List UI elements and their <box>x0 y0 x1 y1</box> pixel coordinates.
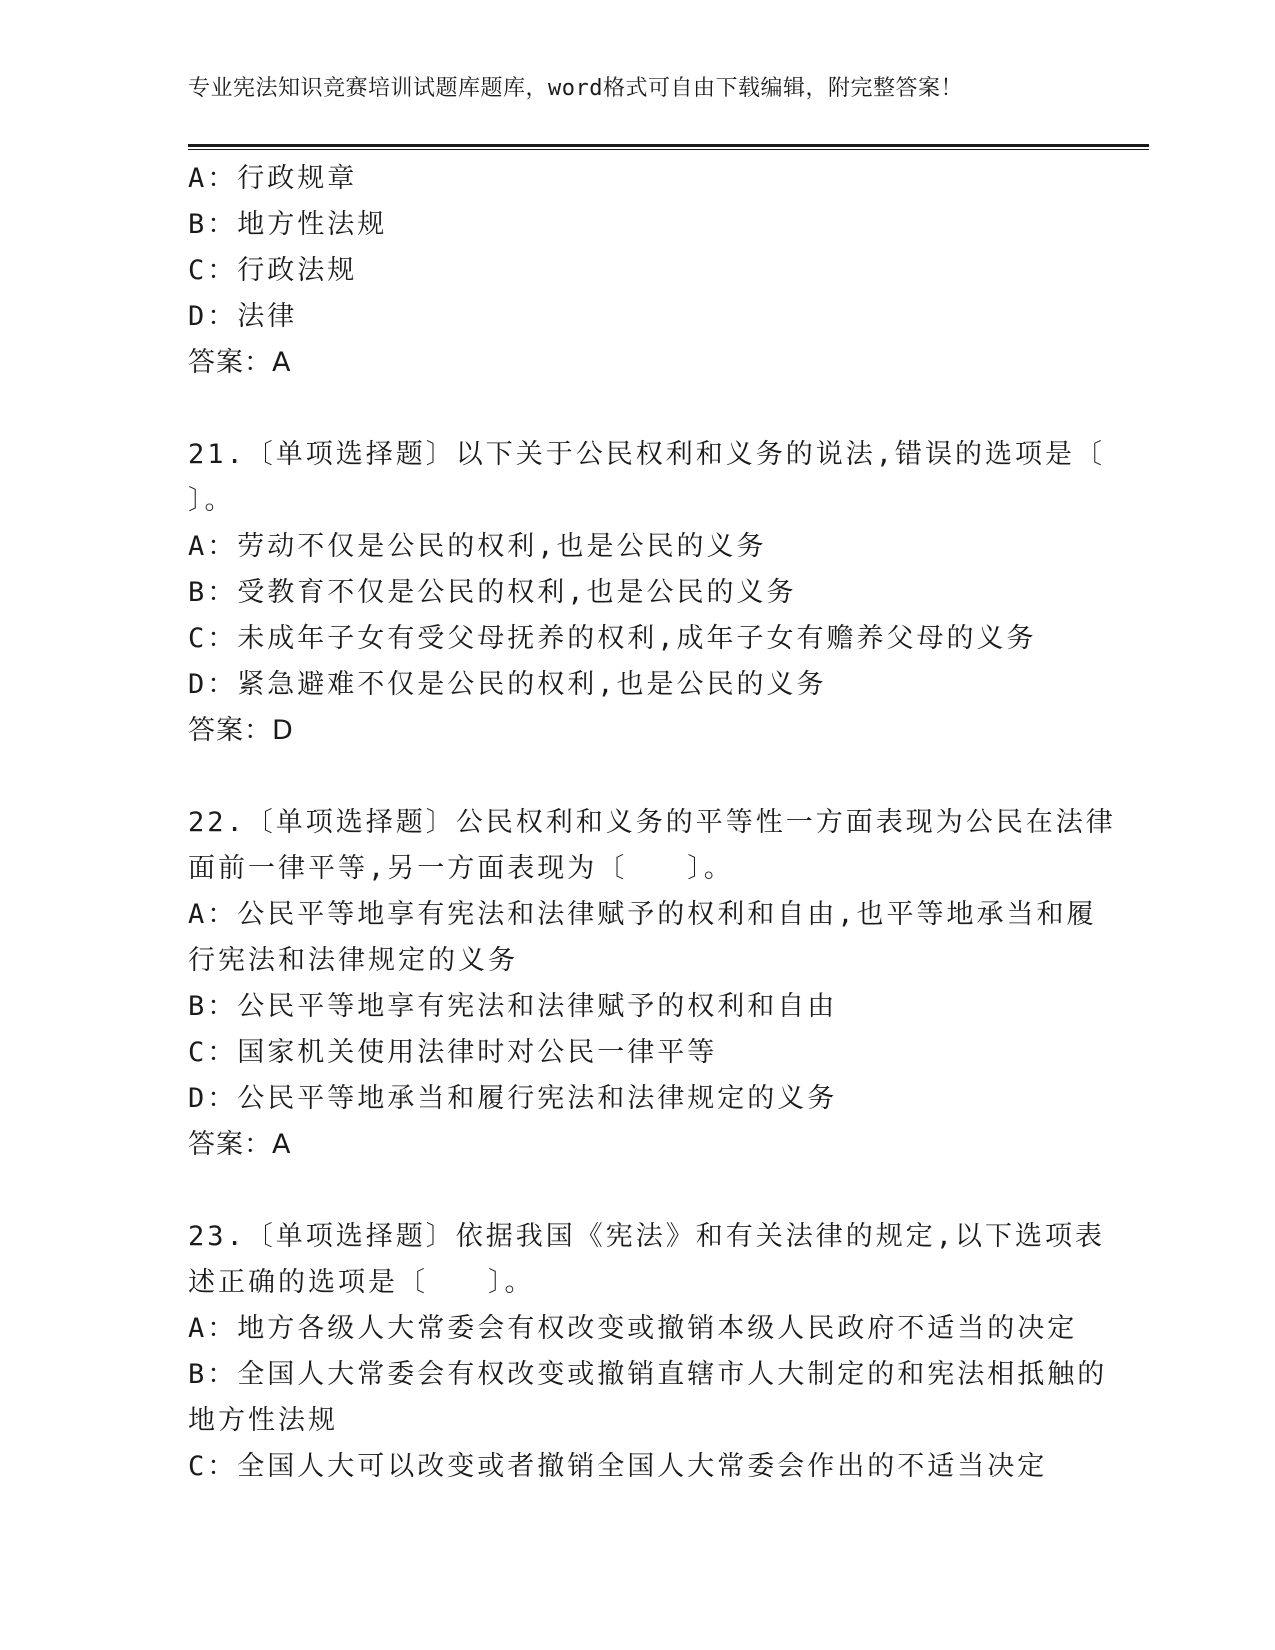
option-a: A：地方各级人大常委会有权改变或撤销本级人民政府不适当的决定 <box>188 1313 1078 1344</box>
question-22 <box>188 800 1116 1168</box>
question-stem-cont: 述正确的选项是〔 〕。 <box>188 1267 535 1298</box>
option-c: C：未成年子女有受父母抚养的权利,成年子女有赡养父母的义务 <box>188 623 1037 654</box>
answer-line: 答案：A <box>188 347 292 378</box>
option-c: C：全国人大可以改变或者撤销全国人大常委会作出的不适当决定 <box>188 1451 1048 1482</box>
option-a: A：劳动不仅是公民的权利,也是公民的义务 <box>188 531 767 562</box>
question-stem: 23.〔单项选择题〕依据我国《宪法》和有关法律的规定,以下选项表 <box>188 1221 1106 1252</box>
option-a-cont: 行宪法和法律规定的义务 <box>188 945 518 976</box>
header-rule <box>188 144 1149 150</box>
question-stem: 21.〔单项选择题〕以下关于公民权利和义务的说法,错误的选项是〔 <box>188 439 1106 470</box>
option-b: B：公民平等地享有宪法和法律赋予的权利和自由 <box>188 991 838 1022</box>
option-c: C：国家机关使用法律时对公民一律平等 <box>188 1037 718 1068</box>
question-stem-cont: 面前一律平等,另一方面表现为〔 〕。 <box>188 853 734 884</box>
answer-line: 答案：A <box>188 1129 292 1160</box>
option-d: D：法律 <box>188 301 298 332</box>
option-b-cont: 地方性法规 <box>188 1405 338 1436</box>
question-stem-cont: 〕。 <box>188 485 235 516</box>
option-a: A：公民平等地享有宪法和法律赋予的权利和自由,也平等地承当和履 <box>188 899 1097 930</box>
page-header: 专业宪法知识竞赛培训试题库题库，word格式可自由下载编辑，附完整答案！ <box>188 76 963 101</box>
option-b: B：地方性法规 <box>188 209 388 240</box>
option-a: A：行政规章 <box>188 163 358 194</box>
option-b: B：全国人大常委会有权改变或撤销直辖市人大制定的和宪法相抵触的 <box>188 1359 1108 1390</box>
prev-question <box>188 156 1088 386</box>
answer-line: 答案：D <box>188 715 294 746</box>
document-body <box>188 156 1116 1490</box>
option-d: D：紧急避难不仅是公民的权利,也是公民的义务 <box>188 669 827 700</box>
question-23 <box>188 1214 1108 1490</box>
option-c: C：行政法规 <box>188 255 358 286</box>
option-b: B：受教育不仅是公民的权利,也是公民的义务 <box>188 577 797 608</box>
question-stem: 22.〔单项选择题〕公民权利和义务的平等性一方面表现为公民在法律 <box>188 807 1116 838</box>
question-21 <box>188 432 1106 754</box>
option-d: D：公民平等地承当和履行宪法和法律规定的义务 <box>188 1083 838 1114</box>
